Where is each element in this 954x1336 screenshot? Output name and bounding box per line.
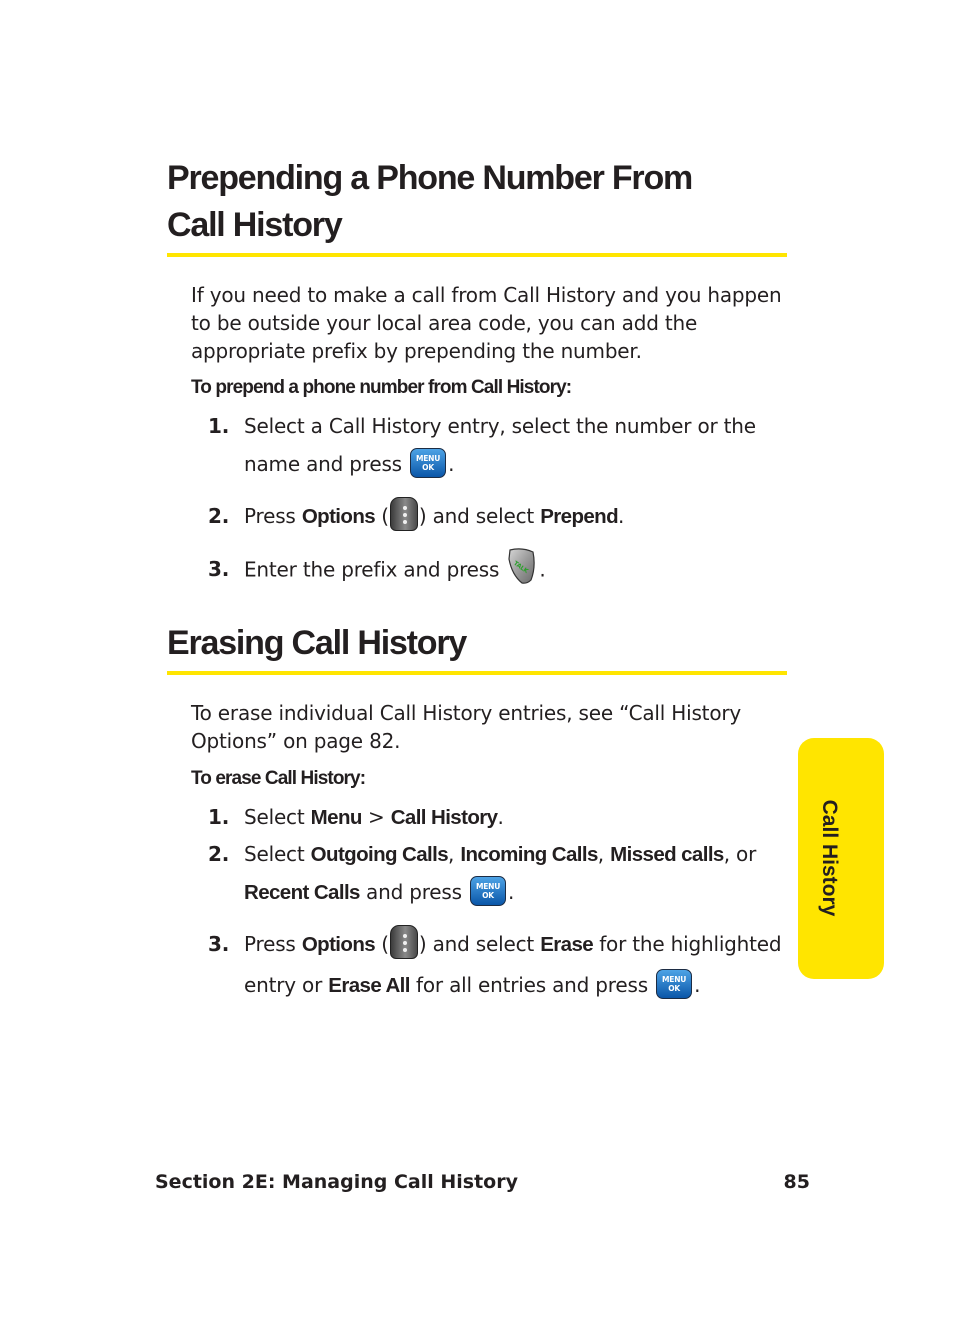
prepend-command: Prepend bbox=[540, 505, 619, 528]
step-text-segment: ( bbox=[381, 504, 389, 528]
menu-command: Menu bbox=[310, 806, 362, 829]
step-text-segment: and press bbox=[366, 880, 462, 904]
key-label-ok: OK bbox=[482, 890, 494, 900]
intro-paragraph-erase bbox=[191, 699, 791, 755]
menu-ok-key-icon bbox=[410, 448, 446, 478]
intro-line: Options” on page 82. bbox=[191, 729, 401, 753]
step-number: 2. bbox=[208, 842, 230, 866]
step-text bbox=[244, 880, 514, 906]
options-key-icon bbox=[390, 497, 418, 531]
title-divider-prepend bbox=[167, 253, 787, 257]
chapter-side-tab-label: Call History bbox=[818, 799, 841, 917]
title-divider-erase bbox=[167, 671, 787, 675]
intro-line: To erase individual Call History entries, see “Call History bbox=[191, 701, 742, 725]
options-command: Options bbox=[301, 505, 376, 528]
options-key-icon bbox=[390, 925, 418, 959]
step-text-segment: . bbox=[694, 973, 701, 997]
footer-page-number: 85 bbox=[783, 1171, 810, 1193]
key-label-menu: MENU bbox=[475, 881, 501, 891]
menu-ok-key-icon bbox=[656, 969, 692, 999]
step-text-segment: ) and select bbox=[418, 504, 535, 528]
step-number: 2. bbox=[208, 504, 230, 528]
step-text bbox=[244, 805, 504, 830]
intro-line: to be outside your local area code, you can add the bbox=[191, 311, 698, 335]
step-text-segment: Press bbox=[244, 932, 296, 956]
step-number: 3. bbox=[208, 932, 230, 956]
step-text-segment: name and press bbox=[244, 452, 402, 476]
key-label-ok: OK bbox=[668, 983, 680, 993]
talk-key-label: TALK bbox=[512, 559, 530, 575]
subheading-erase: To erase Call History: bbox=[191, 768, 366, 789]
erase-command: Erase bbox=[540, 933, 594, 956]
key-label-menu: MENU bbox=[662, 974, 687, 984]
step-number: 3. bbox=[208, 557, 230, 581]
footer-section-title: Section 2E: Managing Call History bbox=[155, 1171, 518, 1193]
intro-line: appropriate prefix by prepending the number. bbox=[191, 339, 642, 363]
step-number: 1. bbox=[208, 805, 230, 829]
erase-step-2 bbox=[208, 842, 788, 922]
outgoing-calls-command: Outgoing Calls bbox=[310, 843, 449, 866]
key-label-menu: MENU bbox=[415, 453, 441, 463]
step-text-segment: for the highlighted bbox=[599, 932, 782, 956]
step-text-segment: . bbox=[508, 880, 515, 904]
step-text-segment: ( bbox=[381, 932, 389, 956]
step-text-segment: . bbox=[618, 504, 625, 528]
step-text: Select a Call History entry, select the number or the bbox=[244, 414, 756, 438]
step-text-segment: , bbox=[448, 842, 455, 866]
step-text-segment: > bbox=[367, 805, 385, 829]
intro-line: If you need to make a call from Call History and you happen bbox=[191, 283, 782, 307]
step-text-segment: . bbox=[448, 452, 455, 476]
key-label-ok: OK bbox=[422, 462, 434, 472]
talk-key-icon bbox=[507, 547, 537, 585]
erase-step-3 bbox=[208, 932, 788, 1012]
step-text bbox=[244, 932, 781, 959]
step-text-segment: for all entries and press bbox=[416, 973, 648, 997]
step-text-segment: . bbox=[539, 557, 546, 582]
step-text-segment: . bbox=[497, 805, 504, 829]
step-text-segment: Press bbox=[244, 504, 296, 528]
step-text bbox=[244, 973, 700, 999]
section-title-erase: Erasing Call History bbox=[167, 624, 467, 662]
subheading-prepend: To prepend a phone number from Call History: bbox=[191, 377, 572, 398]
prepend-step-1 bbox=[208, 414, 788, 494]
section-title-prepend-line2: Call History bbox=[167, 206, 342, 244]
step-text-segment: Enter the prefix and press bbox=[244, 557, 500, 582]
prepend-step-3 bbox=[208, 557, 788, 597]
options-command: Options bbox=[301, 933, 376, 956]
step-text bbox=[244, 842, 756, 867]
erase-all-command: Erase All bbox=[328, 974, 410, 997]
step-text-segment: , or bbox=[723, 842, 757, 866]
missed-calls-command: Missed calls bbox=[610, 843, 724, 866]
step-text-segment: Select bbox=[244, 805, 305, 829]
section-title-prepend-line1: Prepending a Phone Number From bbox=[167, 159, 693, 197]
step-text-segment: Select bbox=[244, 842, 305, 866]
recent-calls-command: Recent Calls bbox=[244, 881, 360, 904]
step-number: 1. bbox=[208, 414, 230, 438]
menu-ok-key-icon bbox=[470, 876, 506, 906]
intro-paragraph-prepend bbox=[191, 281, 791, 365]
erase-step-1 bbox=[208, 805, 788, 835]
call-history-command: Call History bbox=[390, 806, 498, 829]
step-text bbox=[244, 452, 454, 478]
step-text-segment: ) and select bbox=[418, 932, 535, 956]
step-text bbox=[244, 504, 624, 531]
step-text-segment: , bbox=[597, 842, 604, 866]
step-text-segment: entry or bbox=[244, 973, 323, 997]
step-text bbox=[244, 557, 546, 585]
prepend-step-2 bbox=[208, 504, 788, 544]
incoming-calls-command: Incoming Calls bbox=[460, 843, 598, 866]
